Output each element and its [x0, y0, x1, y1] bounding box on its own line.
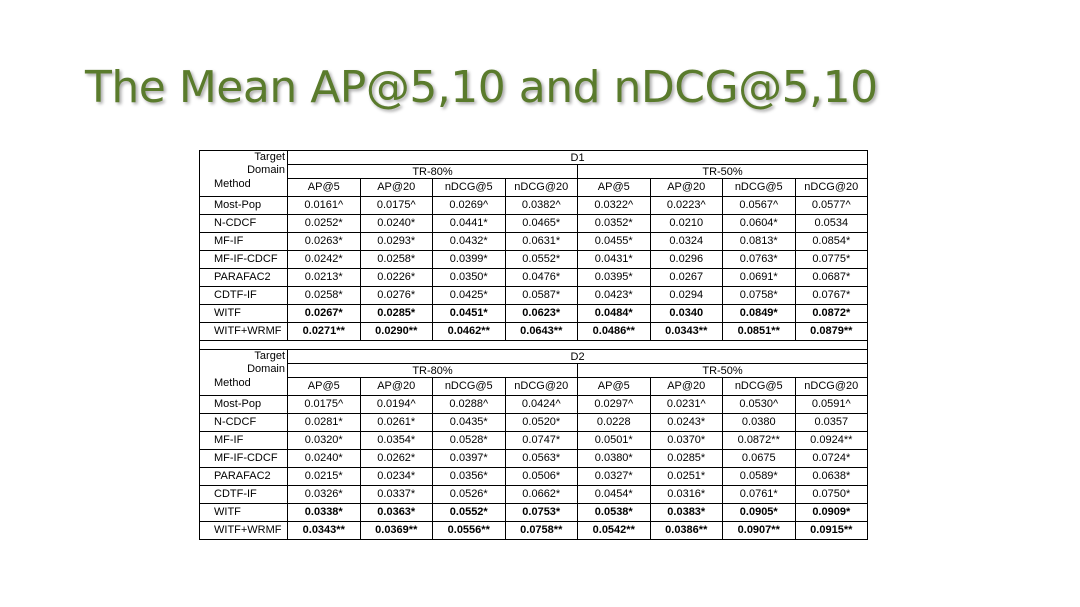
value-cell: 0.0226* [360, 269, 433, 287]
value-cell: 0.0552* [433, 504, 506, 522]
corner-header-cell [200, 350, 288, 396]
corner-target-label: Target [254, 350, 285, 362]
value-cell: 0.0395* [578, 269, 651, 287]
method-cell: MF-IF [200, 432, 288, 450]
value-cell: 0.0215* [288, 468, 361, 486]
value-cell: 0.0262* [360, 450, 433, 468]
metric-header-cell: AP@20 [650, 378, 723, 396]
value-cell: 0.0454* [578, 486, 651, 504]
method-cell: PARAFAC2 [200, 269, 288, 287]
value-cell: 0.0591^ [795, 396, 868, 414]
value-cell: 0.0252* [288, 215, 361, 233]
value-cell: 0.0767* [795, 287, 868, 305]
value-cell: 0.0604* [723, 215, 796, 233]
value-cell: 0.0363* [360, 504, 433, 522]
table-row [200, 305, 868, 323]
value-cell: 0.0587* [505, 287, 578, 305]
value-cell: 0.0297^ [578, 396, 651, 414]
value-cell: 0.0501* [578, 432, 651, 450]
value-cell: 0.0687* [795, 269, 868, 287]
value-cell: 0.0343** [650, 323, 723, 341]
value-cell: 0.0643** [505, 323, 578, 341]
slide-title: The Mean AP@5,10 and nDCG@5,10 [85, 62, 878, 113]
value-cell: 0.0462** [433, 323, 506, 341]
corner-domain-label: Domain [247, 363, 285, 375]
value-cell: 0.0293* [360, 233, 433, 251]
value-cell: 0.0340 [650, 305, 723, 323]
method-cell: N-CDCF [200, 215, 288, 233]
value-cell: 0.0675 [723, 450, 796, 468]
value-cell: 0.0231^ [650, 396, 723, 414]
table-row [200, 233, 868, 251]
value-cell: 0.0370* [650, 432, 723, 450]
split-header-cell: TR-50% [578, 165, 868, 179]
value-cell: 0.0338* [288, 504, 361, 522]
method-cell: MF-IF [200, 233, 288, 251]
value-cell: 0.0431* [578, 251, 651, 269]
metric-header-row [200, 179, 868, 197]
metric-header-cell: nDCG@20 [795, 179, 868, 197]
value-cell: 0.0352* [578, 215, 651, 233]
method-cell: Most-Pop [200, 197, 288, 215]
metric-header-row [200, 378, 868, 396]
value-cell: 0.0425* [433, 287, 506, 305]
table-row [200, 450, 868, 468]
value-cell: 0.0240* [360, 215, 433, 233]
value-cell: 0.0337* [360, 486, 433, 504]
value-cell: 0.0234* [360, 468, 433, 486]
table-row [200, 215, 868, 233]
metric-header-cell: nDCG@20 [505, 179, 578, 197]
value-cell: 0.0326* [288, 486, 361, 504]
value-cell: 0.0907** [723, 522, 796, 540]
metric-header-cell: nDCG@5 [723, 179, 796, 197]
value-cell: 0.0285* [360, 305, 433, 323]
value-cell: 0.0380* [578, 450, 651, 468]
value-cell: 0.0161^ [288, 197, 361, 215]
value-cell: 0.0530^ [723, 396, 796, 414]
split-header-row [200, 165, 868, 179]
value-cell: 0.0589* [723, 468, 796, 486]
value-cell: 0.0750* [795, 486, 868, 504]
domain-header-row [200, 350, 868, 364]
value-cell: 0.0243* [650, 414, 723, 432]
value-cell: 0.0758** [505, 522, 578, 540]
value-cell: 0.0258* [360, 251, 433, 269]
value-cell: 0.0322^ [578, 197, 651, 215]
metric-header-cell: AP@5 [578, 179, 651, 197]
metric-header-cell: nDCG@5 [433, 378, 506, 396]
method-cell: WITF [200, 504, 288, 522]
value-cell: 0.0380 [723, 414, 796, 432]
value-cell: 0.0556** [433, 522, 506, 540]
table-row [200, 504, 868, 522]
value-cell: 0.0747* [505, 432, 578, 450]
value-cell: 0.0476* [505, 269, 578, 287]
split-header-row [200, 364, 868, 378]
value-cell: 0.0631* [505, 233, 578, 251]
corner-method-label: Method [214, 178, 251, 190]
value-cell: 0.0327* [578, 468, 651, 486]
value-cell: 0.0240* [288, 450, 361, 468]
value-cell: 0.0288^ [433, 396, 506, 414]
value-cell: 0.0538* [578, 504, 651, 522]
value-cell: 0.0320* [288, 432, 361, 450]
table-row [200, 251, 868, 269]
table-row [200, 468, 868, 486]
metric-header-cell: AP@20 [360, 179, 433, 197]
value-cell: 0.0623* [505, 305, 578, 323]
value-cell: 0.0276* [360, 287, 433, 305]
method-cell: CDTF-IF [200, 287, 288, 305]
table-row [200, 414, 868, 432]
method-cell: WITF [200, 305, 288, 323]
value-cell: 0.0441* [433, 215, 506, 233]
method-cell: PARAFAC2 [200, 468, 288, 486]
method-cell: Most-Pop [200, 396, 288, 414]
value-cell: 0.0534 [795, 215, 868, 233]
value-cell: 0.0813* [723, 233, 796, 251]
value-cell: 0.0763* [723, 251, 796, 269]
table-row [200, 287, 868, 305]
value-cell: 0.0175^ [360, 197, 433, 215]
metric-header-cell: AP@5 [288, 179, 361, 197]
method-cell: MF-IF-CDCF [200, 251, 288, 269]
value-cell: 0.0316* [650, 486, 723, 504]
value-cell: 0.0281* [288, 414, 361, 432]
value-cell: 0.0761* [723, 486, 796, 504]
table-row [200, 432, 868, 450]
value-cell: 0.0577^ [795, 197, 868, 215]
split-header-cell: TR-50% [578, 364, 868, 378]
value-cell: 0.0228 [578, 414, 651, 432]
value-cell: 0.0638* [795, 468, 868, 486]
metric-header-cell: nDCG@20 [505, 378, 578, 396]
value-cell: 0.0210 [650, 215, 723, 233]
value-cell: 0.0506* [505, 468, 578, 486]
value-cell: 0.0261* [360, 414, 433, 432]
value-cell: 0.0567^ [723, 197, 796, 215]
value-cell: 0.0915** [795, 522, 868, 540]
value-cell: 0.0849* [723, 305, 796, 323]
value-cell: 0.0324 [650, 233, 723, 251]
results-table-container [199, 150, 867, 540]
split-header-cell: TR-80% [288, 165, 578, 179]
value-cell: 0.0552* [505, 251, 578, 269]
corner-method-label: Method [214, 377, 251, 389]
split-header-cell: TR-80% [288, 364, 578, 378]
target-domain-header: D2 [288, 350, 868, 364]
value-cell: 0.0758* [723, 287, 796, 305]
table-row [200, 396, 868, 414]
value-cell: 0.0383* [650, 504, 723, 522]
domain-header-row [200, 151, 868, 165]
value-cell: 0.0753* [505, 504, 578, 522]
metric-header-cell: AP@5 [288, 378, 361, 396]
value-cell: 0.0691* [723, 269, 796, 287]
value-cell: 0.0424^ [505, 396, 578, 414]
table-spacer-row [200, 341, 868, 350]
value-cell: 0.0435* [433, 414, 506, 432]
value-cell: 0.0258* [288, 287, 361, 305]
spacer-cell [200, 341, 868, 350]
value-cell: 0.0924** [795, 432, 868, 450]
metric-header-cell: AP@20 [360, 378, 433, 396]
value-cell: 0.0290** [360, 323, 433, 341]
value-cell: 0.0382^ [505, 197, 578, 215]
value-cell: 0.0520* [505, 414, 578, 432]
corner-target-label: Target [254, 151, 285, 163]
value-cell: 0.0354* [360, 432, 433, 450]
value-cell: 0.0484* [578, 305, 651, 323]
value-cell: 0.0526* [433, 486, 506, 504]
value-cell: 0.0399* [433, 251, 506, 269]
value-cell: 0.0242* [288, 251, 361, 269]
value-cell: 0.0872* [795, 305, 868, 323]
value-cell: 0.0369** [360, 522, 433, 540]
value-cell: 0.0879** [795, 323, 868, 341]
value-cell: 0.0350* [433, 269, 506, 287]
metric-header-cell: nDCG@5 [433, 179, 506, 197]
table-row [200, 269, 868, 287]
value-cell: 0.0909* [795, 504, 868, 522]
value-cell: 0.0872** [723, 432, 796, 450]
value-cell: 0.0223^ [650, 197, 723, 215]
value-cell: 0.0194^ [360, 396, 433, 414]
results-table [199, 150, 868, 540]
target-domain-header: D1 [288, 151, 868, 165]
value-cell: 0.0662* [505, 486, 578, 504]
value-cell: 0.0851** [723, 323, 796, 341]
method-cell: WITF+WRMF [200, 323, 288, 341]
value-cell: 0.0356* [433, 468, 506, 486]
value-cell: 0.0542** [578, 522, 651, 540]
metric-header-cell: nDCG@20 [795, 378, 868, 396]
method-cell: N-CDCF [200, 414, 288, 432]
value-cell: 0.0451* [433, 305, 506, 323]
value-cell: 0.0357 [795, 414, 868, 432]
metric-header-cell: nDCG@5 [723, 378, 796, 396]
value-cell: 0.0528* [433, 432, 506, 450]
value-cell: 0.0213* [288, 269, 361, 287]
method-cell: WITF+WRMF [200, 522, 288, 540]
metric-header-cell: AP@20 [650, 179, 723, 197]
value-cell: 0.0175^ [288, 396, 361, 414]
table-row [200, 486, 868, 504]
value-cell: 0.0267 [650, 269, 723, 287]
value-cell: 0.0263* [288, 233, 361, 251]
value-cell: 0.0423* [578, 287, 651, 305]
value-cell: 0.0269^ [433, 197, 506, 215]
metric-header-cell: AP@5 [578, 378, 651, 396]
value-cell: 0.0455* [578, 233, 651, 251]
value-cell: 0.0432* [433, 233, 506, 251]
table-row [200, 323, 868, 341]
value-cell: 0.0775* [795, 251, 868, 269]
value-cell: 0.0905* [723, 504, 796, 522]
method-cell: MF-IF-CDCF [200, 450, 288, 468]
value-cell: 0.0465* [505, 215, 578, 233]
value-cell: 0.0267* [288, 305, 361, 323]
method-cell: CDTF-IF [200, 486, 288, 504]
value-cell: 0.0271** [288, 323, 361, 341]
value-cell: 0.0563* [505, 450, 578, 468]
value-cell: 0.0251* [650, 468, 723, 486]
value-cell: 0.0296 [650, 251, 723, 269]
value-cell: 0.0343** [288, 522, 361, 540]
corner-header-cell [200, 151, 288, 197]
value-cell: 0.0854* [795, 233, 868, 251]
value-cell: 0.0386** [650, 522, 723, 540]
value-cell: 0.0294 [650, 287, 723, 305]
value-cell: 0.0724* [795, 450, 868, 468]
corner-domain-label: Domain [247, 164, 285, 176]
value-cell: 0.0285* [650, 450, 723, 468]
table-row [200, 522, 868, 540]
value-cell: 0.0397* [433, 450, 506, 468]
table-row [200, 197, 868, 215]
value-cell: 0.0486** [578, 323, 651, 341]
